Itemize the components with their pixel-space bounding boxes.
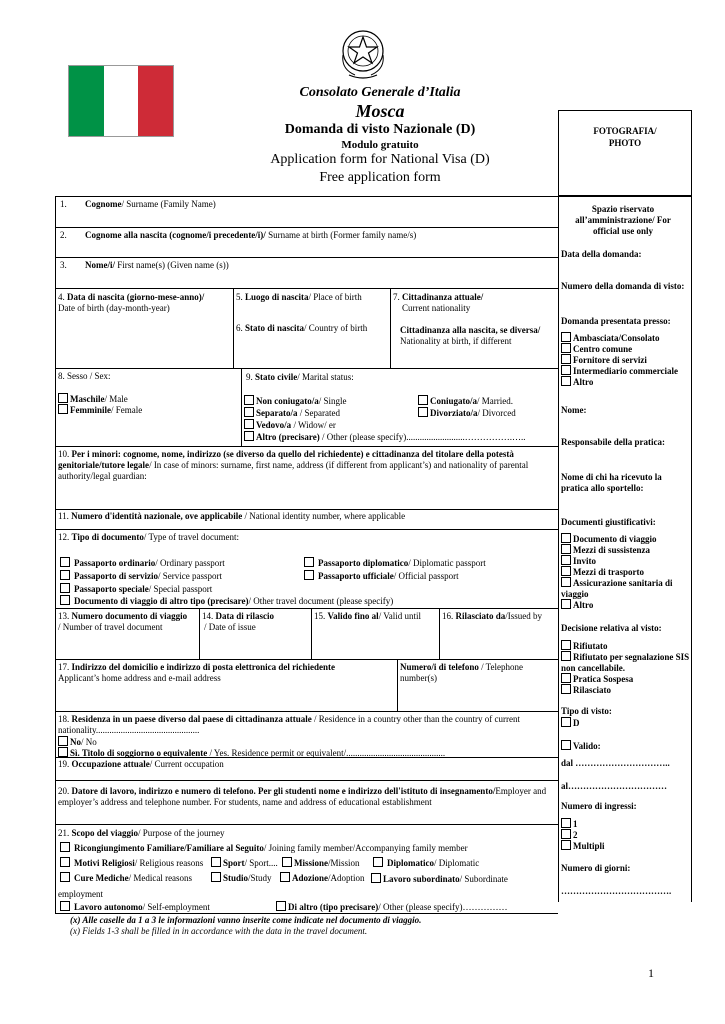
rule [55,529,558,530]
field-label-it: Numero d'identità nazionale, ove applicabile [71,511,243,521]
field-number: 9. [246,372,255,382]
option-label: Altro [573,600,594,610]
field-label-it: Occupazione attuale [71,759,150,769]
field-number: 2. [60,230,67,240]
consulate-name: Consolato Generale d’Italia [299,85,461,100]
option-label: Rilasciato [573,685,611,695]
field-label-it: Numero documento di viaggio [71,611,188,621]
checkbox[interactable] [561,599,571,609]
field-14-date-of-issue[interactable] [202,611,274,633]
rule [55,257,558,258]
doc-type-official[interactable] [304,570,459,582]
option-label-it: Ricongiungimento Familiare/Familiare al Seguito [74,843,264,853]
option-label-en: / No [81,737,97,747]
option-label: 1 [573,819,578,829]
free-form-it: Modulo gratuito [341,139,419,151]
field-label-en: / Purpose of the journey [138,828,225,838]
field-label-en: / In case of minors: surname, first name, address (if different from applicant’s) and nationality of parental authority/legal guardian: [58,460,529,481]
field-label-it: Tipo di documento [71,532,144,542]
checkbox[interactable] [60,595,70,605]
option-label-en: / Other (please specify)…………… [378,902,508,912]
option-label-en: / Yes. Residence permit or equivalent/............................................ [207,748,446,758]
marital-option-divorced[interactable] [418,407,516,419]
doc-option-insurance[interactable] [561,577,683,600]
field-8-sex [58,371,111,382]
checkbox[interactable] [561,332,571,342]
valid-from: dal ………………………….. [561,758,670,768]
option-label: Mezzi di sussistenza [573,545,650,555]
option-label-en: / Diplomatic [434,858,480,868]
field-label-en: / Sex: [87,371,111,381]
form-title-it: Domanda di visto Nazionale (D) [284,122,476,137]
option-label-it: Motivi Religiosi [74,858,135,868]
field-label-it: Indirizzo del domicilio e indirizzo di posta elettronica del richiedente [71,662,336,672]
marital-option-other[interactable] [244,431,525,443]
purpose-option-family[interactable] [60,842,468,854]
field-label-en: Applicant’s home address and e-mail address [58,673,221,683]
page-number: 1 [648,966,654,980]
field-19-occupation[interactable] [58,759,224,770]
checkbox[interactable] [561,555,571,565]
option-label-en: /Study [248,873,272,883]
option-label-it: Passaporto ufficiale [318,571,394,581]
option-label: Fornitore di servizi [573,355,647,365]
option-label: Pratica Sospesa [573,674,634,684]
option-label-it: Lavoro autonomo [74,902,143,912]
checkbox[interactable] [561,533,571,543]
checkbox[interactable] [561,684,571,694]
checkbox[interactable] [276,901,286,911]
visa-type-label: Tipo di visto: [561,706,612,716]
option-label-it: Non coniugato/a [256,396,319,406]
checkbox[interactable] [244,395,254,405]
rule [55,711,558,712]
marital-option-married[interactable] [418,395,513,407]
doc-option-other[interactable] [561,599,689,611]
field-12-document-type [58,532,239,543]
option-label-it: Divorziato/a [430,408,478,418]
flag-green [69,66,104,136]
field-20-employer[interactable] [58,786,553,808]
name-label: Nome: [561,405,587,415]
rule [390,288,391,368]
checkbox[interactable] [304,570,314,580]
rule [55,227,558,228]
visa-type-option-d[interactable] [561,717,689,729]
field-13-document-number[interactable] [58,611,187,633]
field-16-issued-by[interactable] [442,611,542,622]
doc-type-other[interactable] [60,595,393,607]
doc-type-service[interactable] [60,570,222,582]
field-label-en: / Surname (Family Name) [121,199,216,209]
rule [311,608,312,659]
purpose-option-subordinate[interactable] [58,872,553,902]
checkbox[interactable] [371,873,381,883]
option-label: Intermediario commerciale [573,366,679,376]
option-label-it: Passaporto speciale [74,584,149,594]
field-7-nationality-at-birth[interactable] [400,325,540,347]
option-label-it: Di altro (tipo precisare) [288,902,379,912]
option-label: D [573,718,580,728]
field-label-it: Rilasciato da [455,611,506,621]
field-label-en: Surname at birth (Former family name/s) [265,230,417,240]
rule [55,509,558,510]
field-label-it: Data di rilascio [215,611,274,621]
field-11-national-id[interactable] [58,511,405,522]
field-number: 20. [58,786,72,796]
decision-option-refused-sis[interactable] [561,651,691,674]
checkbox[interactable] [58,747,68,757]
checkbox[interactable] [244,407,254,417]
rule [55,288,558,289]
city-name: Mosca [355,101,405,121]
rule [55,608,558,609]
option-label: Multipli [573,841,605,851]
field-number: 7. [393,292,402,302]
field-number: 6. [236,323,245,333]
field-6-country-of-birth[interactable] [236,323,367,334]
field-7-nationality[interactable] [393,292,483,314]
checkbox[interactable] [561,376,571,386]
checkbox[interactable] [58,404,68,414]
rule [55,659,558,660]
option-label-en: / Service passport [158,571,222,581]
checkbox[interactable] [561,740,571,750]
option-label: Altro [573,377,594,387]
option-label-en: / Official passport [393,571,459,581]
field-label-it: Datore di lavoro, indirizzo e numero di telefono. Per gli studenti nome e indirizzo dell'istituto di insegnamento/ [71,786,496,796]
doc-type-diplomatic[interactable] [304,557,486,569]
option-label-it: Passaporto ordinario [74,558,156,568]
checkbox[interactable] [561,651,571,661]
option-label-en: / Subordinate employment [58,874,508,899]
footnote-en: (x) Fields 1-3 shall be filled in in accordance with the data in the travel document. [70,926,368,936]
checkbox[interactable] [60,583,70,593]
sex-option-female[interactable] [58,404,142,416]
marital-option-widowed[interactable] [244,419,336,431]
field-number: 4. [58,292,67,302]
field-label-en: / Place of birth [308,292,362,302]
field-number: 13. [58,611,72,621]
field-label-en: / Marital status: [297,372,354,382]
option-label-en: / Ordinary passport [155,558,225,568]
field-number: 16. [442,611,456,621]
doc-type-ordinary[interactable] [60,557,225,569]
rule [55,196,56,914]
option-label: Valido: [573,741,601,751]
option-label-en: /Adoption [328,873,365,883]
decision-option-issued[interactable] [561,684,689,696]
option-label-it: Separato/a [256,408,298,418]
checkbox[interactable] [282,857,292,867]
option-label-it: Vedovo/a [256,420,292,430]
field-1-surname[interactable] [60,199,216,210]
rule [199,608,200,659]
purpose-option-religious[interactable] [60,857,203,869]
valid-label[interactable] [561,740,689,752]
field-label-en: Date of birth (day-month-year) [58,303,170,313]
option-label-it: Sport [223,858,245,868]
option-label-it: Documento di viaggio di altro tipo (precisare) [74,596,249,606]
field-label-en: / Number of travel document [58,622,163,632]
submitted-at-label: Domanda presentata presso: [561,316,671,326]
option-label-en: / Male [104,394,128,404]
checkbox[interactable] [561,640,571,650]
option-label-en: / Self-employment [142,902,210,912]
field-label-en: First name(s) (Given name (s)) [115,260,229,270]
marital-option-separated[interactable] [244,407,340,419]
field-label-en: Current nationality [402,303,471,313]
field-label-en: / Residence in a country other than the country of current nationality.............................................. [58,714,520,735]
field-10-minors-guardian[interactable] [58,449,553,482]
residence-option-yes[interactable] [58,747,445,759]
entries-option-multiple[interactable] [561,840,689,852]
option-label-it: Sì. Titolo di soggiorno o equivalente [70,748,208,758]
purpose-option-diplomatic[interactable] [373,857,479,869]
field-number: 5. [236,292,245,302]
field-label-en: Nationality at birth, if different [400,336,512,346]
rule [55,824,558,825]
checkbox[interactable] [561,354,571,364]
doc-type-special[interactable] [60,583,212,595]
option-label-en: / Other travel document (please specify) [248,596,394,606]
field-label-it: Stato civile [255,372,298,382]
checkbox[interactable] [561,717,571,727]
field-label-it: Nome/i/ [85,260,115,270]
field-number: 1. [60,199,67,209]
checkbox[interactable] [561,818,571,828]
option-label: Rifiutato [573,641,608,651]
checkbox[interactable] [304,557,314,567]
option-label: Documento di viaggio [573,534,657,544]
field-17-address[interactable] [58,662,335,684]
italian-flag [68,65,174,137]
field-label-en: / Valid until [378,611,422,621]
field-label-it: Cittadinanza alla nascita, se diversa/ [400,325,541,335]
field-15-valid-until[interactable] [314,611,421,622]
submitted-option-other[interactable] [561,376,689,388]
checkbox[interactable] [244,431,254,441]
field-3-first-names[interactable] [60,260,229,271]
purpose-option-mission[interactable] [282,857,360,869]
checkbox[interactable] [244,419,254,429]
rule [55,780,558,781]
option-label: Assicurazione sanitaria di viaggio [561,578,673,599]
checkbox[interactable] [561,365,571,375]
rule [439,608,440,659]
checkbox[interactable] [60,842,70,852]
supporting-docs-label: Documenti giustificativi: [561,517,656,527]
checkbox[interactable] [60,901,70,911]
option-label-it: Diplomatico [387,858,434,868]
option-label-it: Passaporto di servizio [74,571,158,581]
option-label-en: / Joining family member/Accompanying family member [263,843,468,853]
option-label-it: Femminile [70,405,111,415]
option-label-en: / Single [318,396,347,406]
option-label-it: Lavoro subordinato [383,874,460,884]
field-label-en: Employer and employer’s address and telephone number. For students, name and address of educational establishment [58,786,547,807]
field-label-it: Numero/i di telefono [400,662,479,672]
option-label-en: / Special passport [148,584,213,594]
field-number: 18. [58,714,72,724]
field-number: 11. [58,511,72,521]
purpose-option-other[interactable] [276,901,507,913]
rule [233,288,234,368]
option-label-it: Passaporto diplomatico [318,558,409,568]
checkbox[interactable] [60,557,70,567]
checkbox[interactable] [561,840,571,850]
option-label-en: /Mission [328,858,360,868]
option-label-en: / Separated [297,408,340,418]
flag-white [104,66,139,136]
field-label-it: Per i minori: cognome, nome, indirizzo (se diverso da quello del richiedente) e cittadinanza del titolare della potestà genitoriale/tutore legale [58,449,514,470]
checkbox[interactable] [58,393,68,403]
checkbox[interactable] [561,829,571,839]
option-label-it: No [70,737,81,747]
option-label: Centro comune [573,344,633,354]
option-label: Ambasciata/Consolato [573,333,660,343]
form-title-en: Application form for National Visa (D) [270,152,490,167]
photo-box [558,110,692,196]
option-label-en: / Diplomatic passport [408,558,486,568]
valid-until: al…………………………… [561,781,668,791]
received-by-label: Nome di chi ha ricevuto la pratica allo sportello: [561,472,662,493]
field-label-it: Cognome [85,199,122,209]
field-number: 17. [58,662,72,672]
entries-label: Numero di ingressi: [561,801,637,811]
option-label-it: Adozione [292,873,328,883]
field-label-en: /Issued by [505,611,543,621]
photo-label: FOTOGRAFIA/ PHOTO [593,126,657,148]
marital-option-single[interactable] [244,395,347,407]
application-number-label: Numero della domanda di visto: [561,281,685,291]
field-label-it: Scopo del viaggio [71,828,139,838]
rule [397,659,398,711]
field-number: 3. [60,260,67,270]
purpose-option-sport[interactable] [211,857,278,869]
field-label-en: / Telephone number(s) [400,662,524,683]
option-label-it: Altro (precisare) [256,432,320,442]
field-17-telephone[interactable] [400,662,548,684]
checkbox[interactable] [60,570,70,580]
italian-emblem-icon [337,25,389,83]
field-label-en: / Country of birth [304,323,368,333]
rule [55,196,558,197]
option-label-en: / Other (please specify)..........................…………….….. [319,432,526,442]
field-label-it: Stato di nascita [245,323,305,333]
checkbox[interactable] [60,857,70,867]
option-label: 2 [573,830,578,840]
option-label-it: Cure Mediche [74,873,129,883]
field-4-date-of-birth[interactable] [58,292,204,314]
checkbox[interactable] [561,544,571,554]
rule [55,446,558,447]
option-label-en: / Female [111,405,143,415]
field-2-surname-at-birth[interactable] [60,230,416,241]
official-use-header: Spazio riservato all’amministrazione/ For official use only [575,204,671,236]
checkbox[interactable] [561,577,571,587]
field-label-it: Cognome alla nascita (cognome/i precedente/i)/ [85,230,266,240]
days-label: Numero di giorni: [561,863,631,873]
field-21-purpose [58,828,225,839]
option-label-en: / Divorced [477,408,516,418]
field-number: 10. [58,449,72,459]
checkbox[interactable] [418,395,428,405]
footnote-it: (x) Alle caselle da 1 a 3 le informazioni vanno inserite come indicate nel documento di viaggio. [70,915,422,925]
purpose-option-self-employment[interactable] [60,901,210,913]
responsible-label: Responsabile della pratica: [561,437,666,447]
field-number: 14. [202,611,216,621]
rule [241,368,242,446]
option-label-en: / Religious reasons [134,858,204,868]
checkbox[interactable] [418,407,428,417]
application-date-label: Data della domanda: [561,249,642,259]
field-label-it: Sesso [67,371,88,381]
option-label-en: / Married. [477,396,514,406]
checkbox[interactable] [58,736,68,746]
field-number: 15. [314,611,328,621]
field-number: 21. [58,828,72,838]
field-label-it: Valido fino al [327,611,379,621]
field-label-it: Data di nascita (giorno-mese-anno)/ [67,292,205,302]
field-number: 19. [58,759,72,769]
option-label: Invito [573,556,597,566]
flag-red [138,66,173,136]
field-label-it: Residenza in un paese diverso dal paese di cittadinanza attuale [71,714,312,724]
option-label: Rifiutato per segnalazione SIS non cancellabile. [561,652,690,673]
field-18-residence [58,714,553,736]
decision-label: Decisione relativa al visto: [561,623,662,633]
field-label-en: / Type of travel document: [143,532,240,542]
checkbox[interactable] [211,857,221,867]
option-label-en: / Widow/ er [291,420,336,430]
checkbox[interactable] [373,857,383,867]
checkbox[interactable] [561,673,571,683]
field-label-it: Cittadinanza attuale/ [402,292,484,302]
field-5-place-of-birth[interactable] [236,292,362,303]
checkbox[interactable] [561,566,571,576]
option-label-en: / Medical reasons [128,873,193,883]
days-dots: ………………………………. [561,886,672,896]
field-number: 8. [58,371,67,381]
field-9-marital-status [246,372,354,383]
option-label-en: / Sport.... [244,858,278,868]
field-label-it: Luogo di nascita [245,292,309,302]
free-form-en: Free application form [319,170,441,185]
field-number: 12. [58,532,72,542]
field-label-en: / National identity number, where applicable [242,511,406,521]
option-label-it: Maschile [70,394,105,404]
rule [55,368,558,369]
rule [55,913,558,914]
field-label-en: / Date of issue [204,622,256,632]
field-label-en: / Current occupation [149,759,224,769]
option-label-it: Studio [223,873,249,883]
checkbox[interactable] [561,343,571,353]
option-label: Mezzi di trasporto [573,567,644,577]
option-label-it: Coniugato/a [430,396,478,406]
option-label-it: Missione [294,858,329,868]
